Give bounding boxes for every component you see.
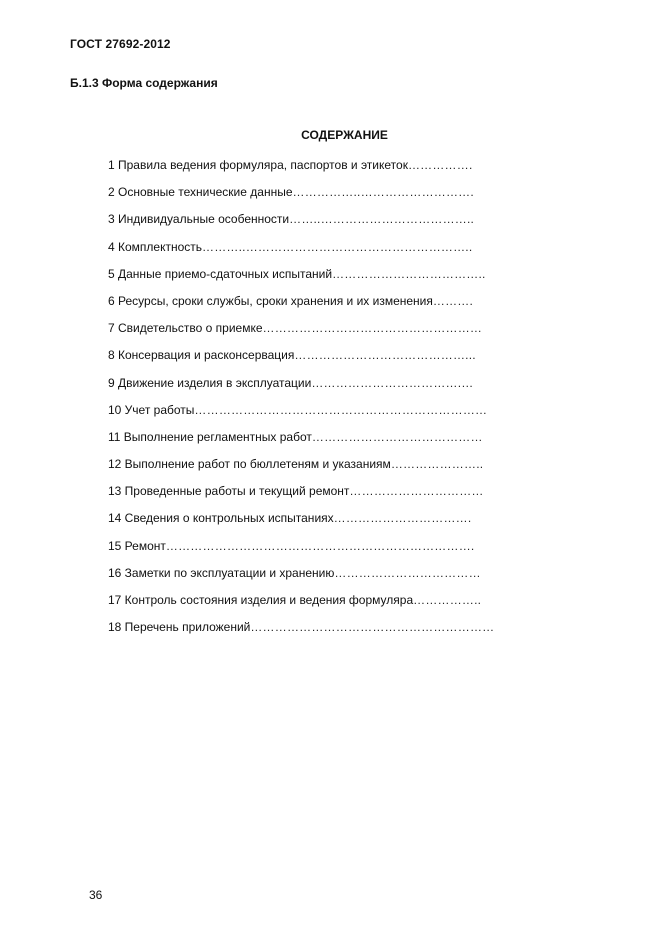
toc-item-title: 18 Перечень приложений bbox=[108, 620, 251, 635]
toc-item bbox=[108, 347, 504, 374]
toc-item bbox=[108, 510, 504, 537]
toc-item-title: 5 Данные приемо-сдаточных испытаний bbox=[108, 266, 333, 281]
toc-leader-dots: ………………….. bbox=[390, 457, 484, 472]
toc-leader-dots: ……………………………………………………………… bbox=[194, 402, 488, 417]
toc-item bbox=[108, 456, 504, 483]
toc-leader-dots: ……………………………………………… bbox=[262, 321, 483, 336]
toc-leader-dots: ……………………………….… bbox=[311, 375, 474, 390]
toc-leader-dots: ……………………………….. bbox=[332, 266, 486, 281]
toc-item-title: 9 Движение изделия в эксплуатации bbox=[108, 375, 312, 390]
toc-leader-dots: ……………………………… bbox=[334, 565, 481, 580]
toc-item-title: 17 Контроль состояния изделия и ведения формуляра bbox=[108, 593, 414, 607]
toc-item bbox=[108, 619, 504, 646]
toc-item bbox=[108, 157, 504, 184]
toc-item-title: 13 Проведенные работы и текущий ремонт bbox=[108, 484, 350, 499]
toc-item-title: 14 Сведения о контрольных испытаниях bbox=[108, 511, 334, 526]
toc-item bbox=[108, 483, 504, 510]
toc-leader-dots: ……………………………………... bbox=[294, 348, 476, 363]
toc-leader-dots: ……………. bbox=[407, 158, 473, 172]
toc-item bbox=[108, 402, 504, 429]
toc-item-title: 10 Учет работы bbox=[108, 402, 195, 417]
toc-leader-dots: ………. bbox=[432, 293, 474, 308]
toc-item bbox=[108, 184, 504, 211]
toc-item bbox=[108, 592, 504, 619]
toc-item bbox=[108, 320, 504, 347]
toc-leader-dots: …………………………………… bbox=[311, 429, 483, 444]
toc-leader-dots: …………………………………………………………………. bbox=[165, 538, 475, 553]
toc-item-title: 4 Комплектность bbox=[108, 239, 203, 254]
toc-leader-dots: …………….. bbox=[413, 593, 482, 607]
toc-item-title: 7 Свидетельство о приемке bbox=[108, 321, 263, 336]
toc-item-title: 1 Правила ведения формуляра, паспортов и этикеток bbox=[108, 158, 408, 172]
toc-item bbox=[108, 293, 504, 320]
toc-item bbox=[108, 239, 504, 266]
page-number: 36 bbox=[89, 888, 103, 902]
toc-item-title: 8 Консервация и расконсервация bbox=[108, 348, 295, 363]
toc-item-title: 12 Выполнение работ по бюллетеням и указаниям bbox=[108, 457, 391, 472]
document-header: ГОСТ 27692-2012 bbox=[70, 37, 171, 51]
toc-heading: СОДЕРЖАНИЕ bbox=[301, 128, 388, 142]
table-of-contents bbox=[108, 157, 504, 646]
toc-item-title: 2 Основные технические данные bbox=[108, 185, 293, 200]
toc-item-title: 6 Ресурсы, сроки службы, сроки хранения и их изменения bbox=[108, 293, 433, 308]
toc-item-title: 16 Заметки по эксплуатации и хранению bbox=[108, 565, 335, 580]
toc-leader-dots: ……………………………. bbox=[333, 511, 472, 526]
toc-item bbox=[108, 266, 504, 293]
toc-item-title: 3 Индивидуальные особенности bbox=[108, 212, 290, 227]
toc-item bbox=[108, 375, 504, 402]
toc-item-title: 11 Выполнение регламентных работ bbox=[108, 429, 312, 444]
toc-item bbox=[108, 429, 504, 456]
toc-item-title: 15 Ремонт bbox=[108, 538, 166, 553]
toc-leader-dots: ……..……………………………….. bbox=[289, 212, 475, 227]
toc-leader-dots: ……………..………………………. bbox=[292, 185, 474, 200]
toc-item bbox=[108, 211, 504, 238]
toc-leader-dots: ………..……………………………………………….. bbox=[202, 239, 473, 254]
toc-item bbox=[108, 565, 504, 592]
toc-leader-dots: …………………………………………………… bbox=[250, 620, 495, 635]
toc-leader-dots: …………………………… bbox=[349, 484, 484, 499]
section-title: Б.1.3 Форма содержания bbox=[70, 76, 218, 90]
toc-item bbox=[108, 538, 504, 565]
